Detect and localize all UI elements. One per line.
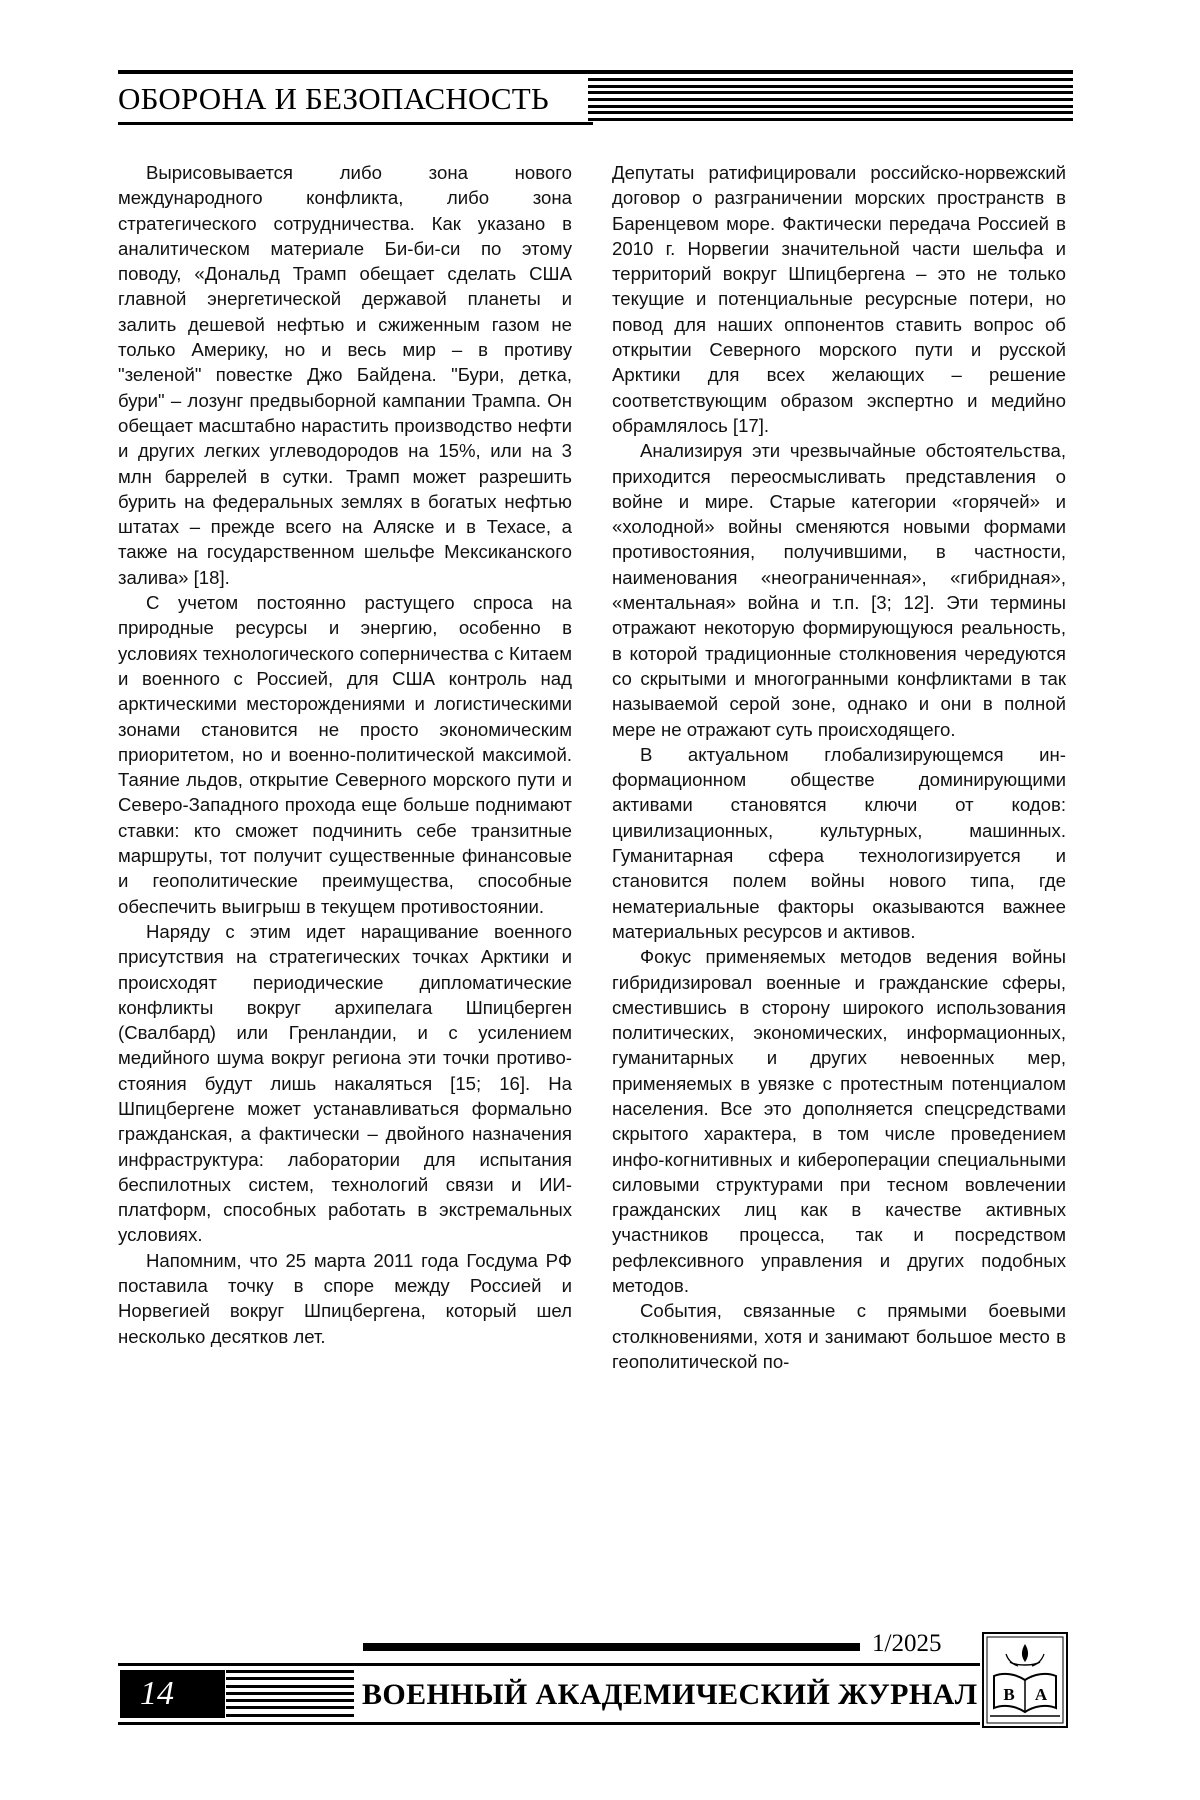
paragraph: Наряду с этим идет наращивание военного присутствия на стратегических точках Арктики и происходят периодические дипломатические конфликты вокруг архипелага Шпицберген (Свалбард) или Гренландии, и с усилением медийного шума вокруг региона эти точки противостояния будут лишь накаляться [15; 16]. На Шпицбергене может устанавливаться формально гражданская, а фактически – двойного назначения инфраструктура: лаборатории для испытания беспилотных систем, технологий связи и ИИ-платформ, способных работать в экстремальных условиях. <box>118 920 572 1246</box>
left-column <box>118 160 572 1349</box>
paragraph: Вырисовывается либо зона нового международного конфликта, либо зона стратегического сотрудничества. Как указано в аналитическом материале Би-би-си по этому поводу, «Дональд Трамп обещает сделать США главной энергетической державой планеты и залить дешевой нефтью и сжиженным газом не только Америку, но и весь мир – в противу "зеленой" повестке Джо Байдена. "Бури, детка, бури" – лозунг предвыборной кампании Трампа. Он обещает масштабно нарастить производство нефти и других легких углеводородов на 15%, или на 3 млн баррелей в сутки. Трамп может разрешить бурить на федеральных землях в богатых нефтью штатах – прежде всего на Аляске и в Техасе, а также на государственном шельфе Мексиканского залива» [18]. <box>118 162 572 588</box>
paragraph-continuation: Депутаты ратифицировали российско-норвежский договор о разграничении морских пространств в Баренцевом море. Фактически передача Россией в 2010 г. Норвегии значительной части шельфа и территорий вокруг Шпицбергена – это не только текущие и потенциальные ресурсные потери, но повод для наших оппонентов ставить вопрос об открытии Северного морского пути и русской Арктики для всех желающих – решение соответствующим образом экспертно и медийно обрамлялось [17]. <box>612 162 1066 436</box>
footer-top-bar <box>363 1643 860 1651</box>
book-emblem-icon <box>982 1632 1068 1728</box>
paragraph: В актуальном глобализирующемся информационном обществе доминирующими активами становятся ключи от кодов: цивилизационных, культурных, машинных. Гуманитарная сфера технологизируется и становится полем войны нового типа, где нематериальные факторы оказываются важнее материальных ресурсов и активов. <box>612 743 1066 942</box>
paragraph: Фокус применяемых методов ведения войны гибридизировал военные и гражданские сферы, сместившись в сторону широкого использования политических, экономических, информационных, гуманитарных и других невоенных мер, применяемых в увязке с протестным потенциалом населения. Все это дополняется спецсредствами скрытого характера, в том числе проведением инфо-когнитивных и кибероперации специальными силовыми структурами при тесном вовлечении гражданских лиц как в качестве активных участников процесса, так и посредством рефлексивного управления и других подобных методов. <box>612 946 1066 1297</box>
page-header <box>118 68 1073 128</box>
right-column <box>612 160 1066 1374</box>
paragraph: Анализируя эти чрезвычайные обстоятельства, приходится переосмысливать представления о войне и мире. Старые категории «горячей» и «холодной» войны сменяются новыми формами противостояния, получившими, в частности, наименования «неограниченная», «гибридная», «ментальная» война и т.п. [3; 12]. Эти термины отражают некоторую формирующуюся реальность, в которой традиционные столкновения чередуются со скрытыми и многогранными конфликтами в так называемой серой зоне, однако и они в полной мере не отражают суть происходящего. <box>612 440 1066 740</box>
journal-logo <box>982 1632 1068 1728</box>
header-bottom-rule <box>118 122 593 125</box>
paragraph: С учетом постоянно растущего спроса на природные ресурсы и энергию, особенно в условиях технологического соперничества с Китаем и военного с Россией, для США контроль над арктическими месторождениями и логистическими зонами становится не просто экономическим приоритетом, но и военно-политической максимой. Таяние льдов, открытие Северного морского пути и Северо-Западного прохода еще больше поднимают ставки: кто сможет подчинить себе транзитные маршруты, тот получит существенные финансовые и геополитические преимущества, способные обеспечить выигрыш в текущем противостоянии. <box>118 592 572 917</box>
paragraph: События, связанные с прямыми боевыми столкновениями, хотя и занимают большое место в геополитической по- <box>612 1300 1066 1372</box>
journal-name: ВОЕННЫЙ АКАДЕМИЧЕСКИЙ ЖУРНАЛ <box>362 1678 978 1711</box>
svg-text:В: В <box>1003 1685 1015 1704</box>
svg-text:А: А <box>1034 1685 1048 1704</box>
issue-number: 1/2025 <box>872 1630 942 1657</box>
header-top-rule <box>118 70 1073 74</box>
page-number: 14 <box>140 1675 174 1712</box>
footer-rule-top <box>118 1663 980 1666</box>
header-stripes <box>588 78 1073 125</box>
footer-rule-bottom <box>118 1722 980 1725</box>
section-title: ОБОРОНА И БЕЗОПАСНОСТЬ <box>118 82 553 116</box>
footer-stripes <box>226 1670 354 1718</box>
paragraph: Напомним, что 25 марта 2011 года Госдума РФ поставила точку в споре между Россией и Норвегией вокруг Шпицбергена, который шел несколько десятков лет. <box>118 1249 572 1347</box>
